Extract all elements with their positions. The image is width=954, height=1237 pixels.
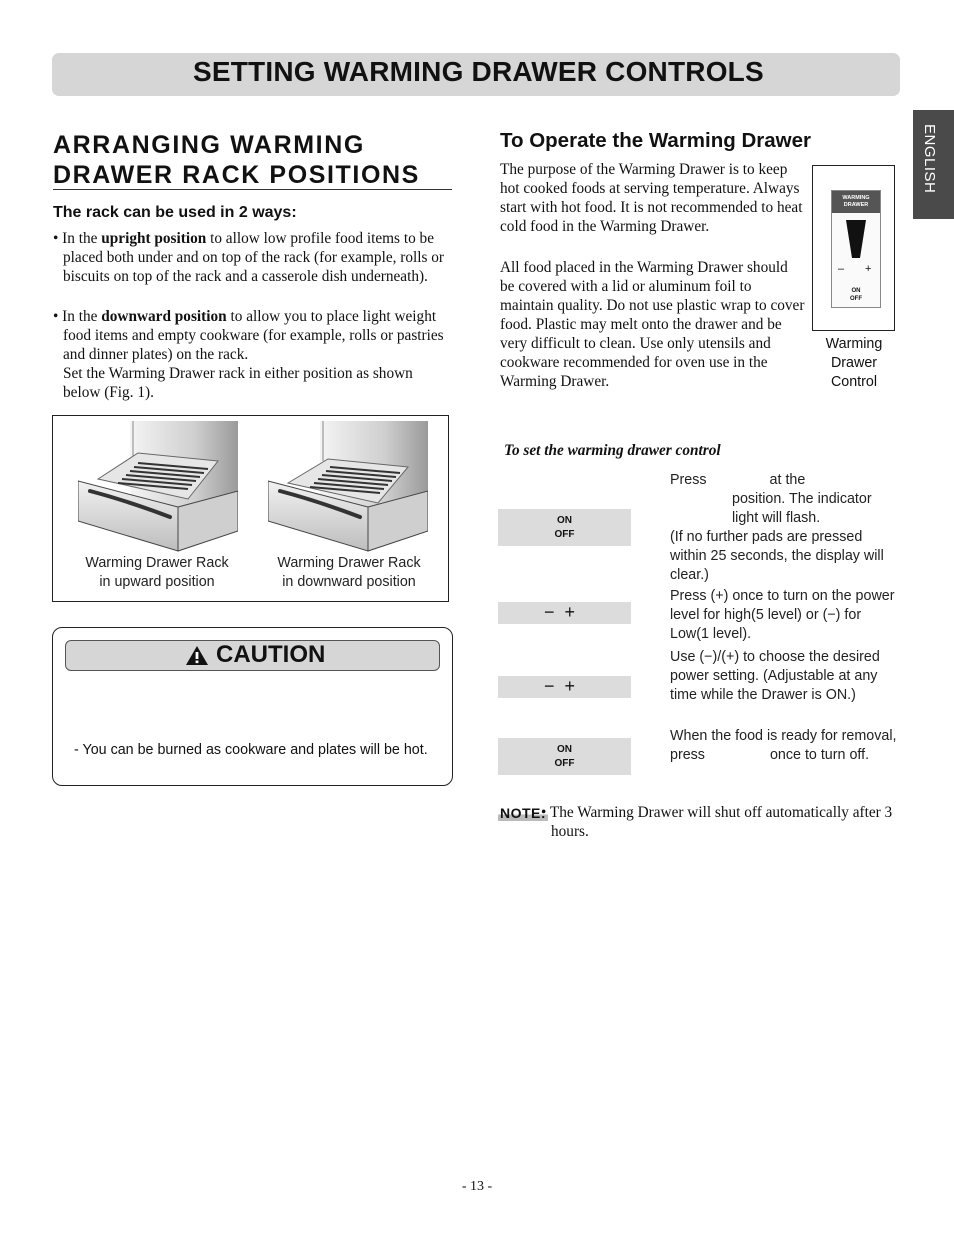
arrange-heading-line1: ARRANGING WARMING — [53, 131, 365, 159]
minus-icon: − — [543, 676, 565, 696]
drawer-rack-upward-illustration — [78, 421, 238, 553]
bullet1-bold: upright position — [101, 230, 207, 247]
control-panel-off: OFF — [850, 296, 862, 302]
control-panel-onoff — [832, 287, 880, 303]
fig-caption-upward — [62, 554, 252, 592]
control-panel-label-line1: WARMING — [842, 195, 870, 201]
fig-caption-upward-line2: in upward position — [99, 574, 215, 590]
drawer-rack-downward-illustration — [268, 421, 428, 553]
pad-off-label: OFF — [554, 529, 575, 540]
plus-icon: + — [564, 676, 586, 696]
control-caption-line1: Warming — [825, 336, 883, 352]
step-2-text: Press (+) once to turn on the power level for high(5 level) or (−) for Low(1 level). — [670, 588, 895, 642]
minus-icon: − — [543, 602, 565, 622]
fig-caption-downward — [254, 554, 444, 592]
bullet1-post: to allow low profile food items to be placed both under and on top of the rack (for example, rolls or biscuits on top of the rack and a casserole dish underneath). — [63, 230, 445, 285]
control-panel-figure — [812, 165, 895, 331]
control-panel-face — [831, 190, 881, 308]
control-panel-minus: – — [838, 263, 845, 275]
heading-rule — [53, 189, 452, 190]
minus-plus-pad-step2[interactable] — [498, 602, 631, 624]
plus-icon: + — [564, 602, 586, 622]
page-number: - 13 - — [461, 1179, 493, 1194]
rack-bullet-downward — [53, 307, 451, 402]
control-panel-plus: + — [865, 263, 872, 275]
set-control-title: To set the warming drawer control — [504, 442, 721, 459]
note-label: NOTE: — [500, 805, 547, 821]
caution-label: CAUTION — [216, 641, 326, 668]
control-panel-on: ON — [851, 288, 861, 294]
fig-caption-downward-line1: Warming Drawer Rack — [277, 555, 421, 571]
step-3-text: Use (−)/(+) to choose the desired power setting. (Adjustable at any time while the Drawer is ON.) — [670, 649, 880, 703]
pad-on-label: ON — [557, 515, 572, 526]
bullet2-continuation: Set the Warming Drawer rack in either position as shown below (Fig. 1). — [63, 365, 413, 401]
step1-at-the: at the — [769, 472, 806, 488]
operate-paragraph-2: All food placed in the Warming Drawer should be covered with a lid or aluminum foil to maintain quality. Do not use plastic wrap to cover food. Plastic may melt onto the drawer and be very difficult to clean. Use only utensils and cookware recommended for oven use in the Warming Drawer. — [500, 259, 805, 390]
control-caption — [812, 335, 896, 392]
page-title: SETTING WARMING DRAWER CONTROLS — [193, 56, 764, 87]
bullet2-pre: • In the — [53, 308, 102, 325]
step1-note: (If no further pads are pressed within 25 seconds, the display will clear.) — [670, 529, 884, 583]
arrange-heading — [53, 130, 453, 190]
bullet2-bold: downward position — [101, 308, 227, 325]
note-text: • The Warming Drawer will shut off automatically after 3 hours. — [541, 804, 893, 840]
control-panel-label-line2: DRAWER — [843, 202, 869, 208]
language-tab-label: ENGLISH — [921, 124, 938, 194]
warning-triangle-icon — [185, 645, 209, 666]
step1-press: Press — [670, 472, 707, 488]
control-panel-label — [832, 191, 880, 213]
rack-subheading: The rack can be used in 2 ways: — [53, 204, 297, 221]
operate-paragraph-1: The purpose of the Warming Drawer is to keep hot cooked foods at serving temperature. Always start with hot food. It is not recommended to heat cold food in the Warming Drawer. — [500, 161, 803, 235]
bullet2-post: to allow you to place light weight food items and empty cookware (for example, rolls or pastries and dinner plates) on the rack. — [63, 308, 444, 363]
arrange-heading-line2: DRAWER RACK POSITIONS — [53, 161, 420, 189]
pad-on-label: ON — [557, 744, 572, 755]
rack-bullet-upright — [53, 229, 451, 286]
fig-caption-downward-line2: in downward position — [282, 574, 416, 590]
control-caption-line3: Control — [830, 374, 878, 390]
power-indicator-bar-icon — [846, 220, 866, 258]
step4-once: once to turn off. — [769, 747, 870, 763]
step-4-text — [670, 727, 900, 765]
language-tab — [913, 110, 954, 219]
step-1-text — [670, 471, 900, 585]
minus-plus-pad-step3[interactable] — [498, 676, 631, 698]
on-off-pad-step4[interactable] — [498, 738, 631, 775]
step1-position: position. The indicator light will flash. — [732, 491, 872, 526]
on-off-pad-step1[interactable] — [498, 509, 631, 546]
fig-caption-upward-line1: Warming Drawer Rack — [85, 555, 229, 571]
control-caption-line2: Drawer — [830, 355, 878, 371]
pad-off-label: OFF — [554, 758, 575, 769]
step4-press: When the food is ready for removal, press — [670, 728, 897, 763]
operate-heading: To Operate the Warming Drawer — [500, 129, 811, 152]
bullet1-pre: • In the — [53, 230, 102, 247]
caution-body: - You can be burned as cookware and plates will be hot. — [74, 742, 428, 758]
